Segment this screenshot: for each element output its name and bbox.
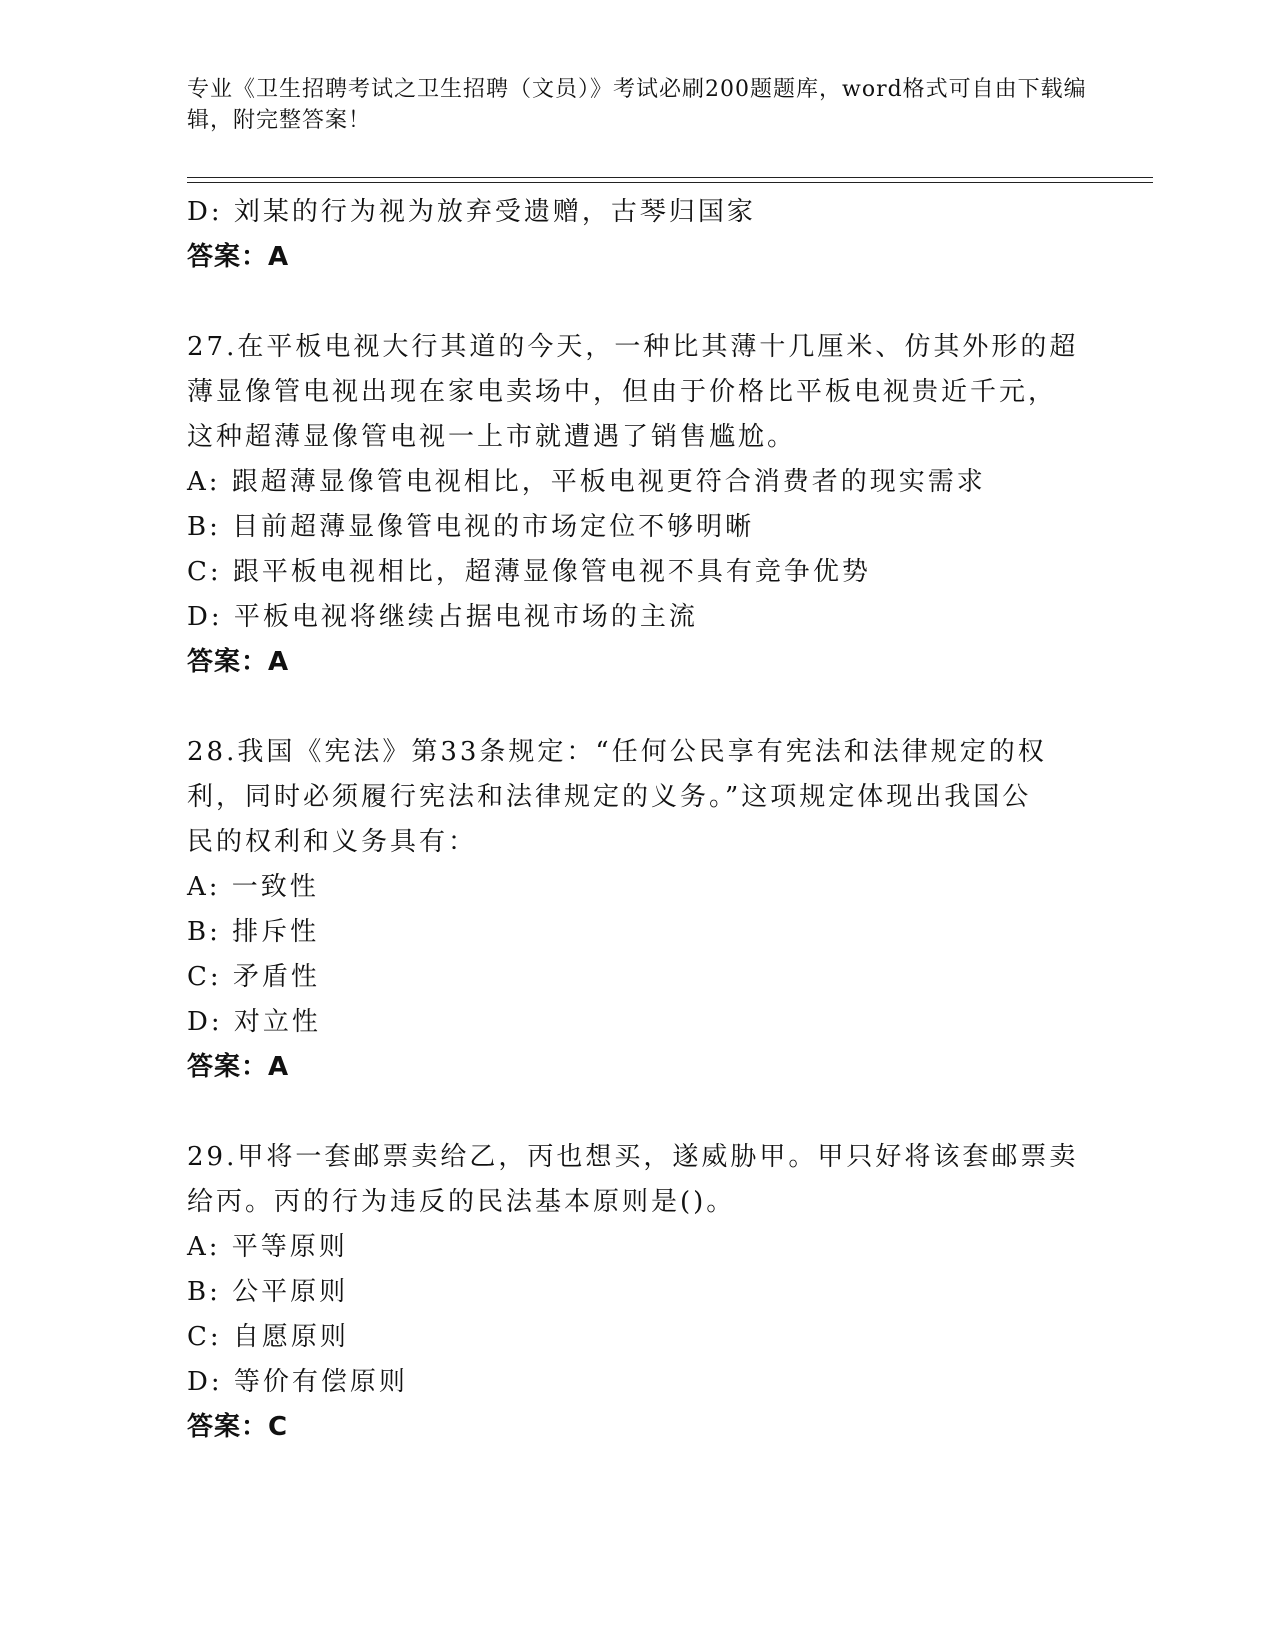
header-rule-upper [187,177,1153,178]
option-a: A: 跟超薄显像管电视相比，平板电视更符合消费者的现实需求 [187,467,986,497]
question-stem-line: 27.在平板电视大行其道的今天，一种比其薄十几厘米、仿其外形的超 [187,332,1079,362]
option-c: C: 自愿原则 [187,1322,349,1352]
question-27 [187,325,1087,685]
document-header: 专业《卫生招聘考试之卫生招聘（文员）》考试必刷200题题库，word格式可自由下载编辑，附完整答案！ [187,77,1087,133]
option-b: B: 排斥性 [187,917,320,947]
answer-line: 答案：A [187,1052,290,1082]
option-b: B: 目前超薄显像管电视的市场定位不够明晰 [187,512,755,542]
header-rule-lower [187,182,1153,183]
question-stem-line: 给丙。丙的行为违反的民法基本原则是()。 [187,1187,736,1217]
question-stem-line: 这种超薄显像管电视一上市就遭遇了销售尴尬。 [187,422,797,452]
answer-line: 答案：C [187,1412,289,1442]
question-stem-line: 薄显像管电视出现在家电卖场中，但由于价格比平板电视贵近千元， [187,377,1058,407]
spacer [187,685,1087,730]
question-stem-line: 利，同时必须履行宪法和法律规定的义务。”这项规定体现出我国公 [187,782,1032,812]
question-stem-line: 民的权利和义务具有： [187,827,478,857]
option-a: A: 一致性 [187,872,319,902]
option-d: D: 对立性 [187,1007,321,1037]
option-c: C: 矛盾性 [187,962,320,992]
spacer [187,280,1087,325]
option-d: D: 平板电视将继续占据电视市场的主流 [187,602,698,632]
spacer [187,1090,1087,1135]
question-stem-line: 28.我国《宪法》第33条规定：“任何公民享有宪法和法律规定的权 [187,737,1047,767]
question-29 [187,1135,1087,1450]
option-d: D: 刘某的行为视为放弃受遗赠，古琴归国家 [187,197,756,227]
question-stem-line: 29.甲将一套邮票卖给乙，丙也想买，遂威胁甲。甲只好将该套邮票卖 [187,1142,1079,1172]
answer-line: 答案：A [187,647,290,677]
question-content [187,190,1087,1450]
answer-line: 答案：A [187,242,290,272]
option-d: D: 等价有偿原则 [187,1367,408,1397]
question-28 [187,730,1087,1090]
option-c: C: 跟平板电视相比，超薄显像管电视不具有竞争优势 [187,557,871,587]
option-a: A: 平等原则 [187,1232,348,1262]
option-b: B: 公平原则 [187,1277,349,1307]
